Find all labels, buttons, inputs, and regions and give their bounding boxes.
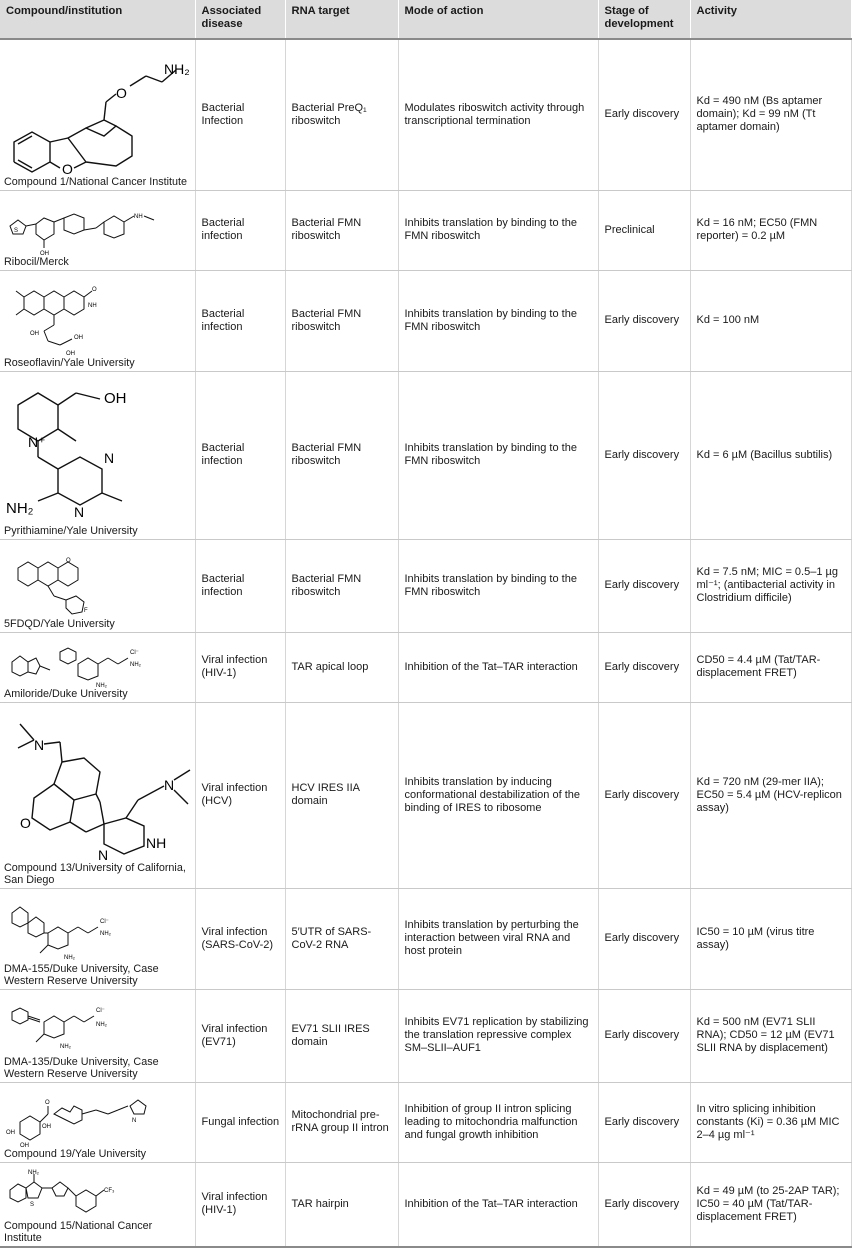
- structure-dma-155: [4, 903, 164, 963]
- hydroxyl-label: OH: [30, 330, 39, 337]
- mode-cell: Inhibition of the Tat–TAR interaction: [398, 632, 598, 702]
- amine-label: NH₂: [130, 661, 141, 668]
- activity-cell: Kd = 500 nM (EV71 SLII RNA); CD50 = 12 µM (EV71 SLII RNA by displacement): [690, 989, 851, 1082]
- table-row: [0, 888, 851, 989]
- compound-cell: [0, 888, 195, 989]
- oxygen-atom-label: O: [62, 160, 73, 176]
- structure-compound-15: [4, 1166, 164, 1220]
- header-activity: Activity: [690, 0, 851, 39]
- structure-ribocil: [4, 206, 174, 256]
- structure-5fdqd: [4, 554, 124, 618]
- table-row: [0, 632, 851, 702]
- nitrogen-atom-label: N: [34, 736, 45, 753]
- stage-cell: Early discovery: [598, 1082, 690, 1162]
- hydroxyl-label: OH: [42, 1123, 51, 1130]
- mode-cell: Inhibits EV71 replication by stabilizing the translation repressive complex SM–SLII–AUF1: [398, 989, 598, 1082]
- chloride-label: Cl⁻: [100, 918, 109, 925]
- disease-cell: Bacterial infection: [195, 190, 285, 270]
- compound-cell: [0, 371, 195, 539]
- hydroxyl-label: OH: [6, 1129, 15, 1136]
- target-cell: Bacterial FMN riboswitch: [285, 539, 398, 632]
- secondary-amine-label: NH: [88, 302, 97, 309]
- target-cell: Mitochondrial pre-rRNA group II intron: [285, 1082, 398, 1162]
- stage-cell: Early discovery: [598, 539, 690, 632]
- compound-name: 5FDQD/Yale University: [4, 617, 115, 630]
- compound-name: Compound 15/National Cancer Institute: [4, 1220, 153, 1244]
- target-cell: Bacterial PreQ₁ riboswitch: [285, 39, 398, 190]
- activity-cell: In vitro splicing inhibition constants (Ki) = 0.36 µM MIC 2–4 µg ml⁻¹: [690, 1082, 851, 1162]
- mode-cell: Inhibits translation by binding to the FMN riboswitch: [398, 190, 598, 270]
- hydroxyl-label: OH: [20, 1142, 29, 1148]
- compound-name: Compound 19/Yale University: [4, 1147, 147, 1160]
- compound-cell: [0, 989, 195, 1082]
- pyridinium-label: N⁺: [28, 433, 46, 450]
- oxygen-atom-label: O: [20, 814, 31, 831]
- activity-cell: Kd = 490 nM (Bs aptamer domain); Kd = 99 nM (Tt aptamer domain): [690, 39, 851, 190]
- compound-name: Amiloride/Duke University: [4, 687, 128, 700]
- activity-cell: IC50 = 10 µM (virus titre assay): [690, 888, 851, 989]
- compound-cell: [0, 39, 195, 190]
- stage-cell: Early discovery: [598, 989, 690, 1082]
- amine-label: NH₂: [64, 954, 75, 961]
- target-cell: EV71 SLII IRES domain: [285, 989, 398, 1082]
- stage-cell: Preclinical: [598, 190, 690, 270]
- compound-name: Compound 1/National Cancer Institute: [4, 175, 188, 188]
- table-row: [0, 371, 851, 539]
- compound-cell: [0, 1162, 195, 1247]
- oxygen-atom-label: O: [45, 1099, 50, 1106]
- target-cell: Bacterial FMN riboswitch: [285, 371, 398, 539]
- stage-cell: Early discovery: [598, 888, 690, 989]
- disease-cell: Bacterial Infection: [195, 39, 285, 190]
- header-row: [0, 0, 851, 39]
- amine-label: NH₂: [164, 60, 190, 77]
- sulfur-atom-label: S: [14, 227, 19, 234]
- stage-cell: Early discovery: [598, 371, 690, 539]
- hydroxyl-label: OH: [104, 389, 127, 407]
- amine-label: NH₂: [28, 1170, 39, 1176]
- structure-compound-1: [4, 56, 192, 176]
- mode-cell: Inhibition of the Tat–TAR interaction: [398, 1162, 598, 1247]
- compound-cell: [0, 539, 195, 632]
- activity-cell: Kd = 720 nM (29-mer IIA); EC50 = 5.4 µM (HCV-replicon assay): [690, 702, 851, 888]
- nitrogen-atom-label: N: [104, 449, 115, 466]
- header-target: RNA target: [285, 0, 398, 39]
- table-row: [0, 270, 851, 371]
- stage-cell: Early discovery: [598, 1162, 690, 1247]
- disease-cell: Viral infection (HCV): [195, 702, 285, 888]
- amine-label: NH₂: [96, 1021, 107, 1028]
- stage-cell: Early discovery: [598, 702, 690, 888]
- secondary-amine-label: NH: [134, 213, 143, 220]
- disease-cell: Viral infection (HIV-1): [195, 1162, 285, 1247]
- target-cell: Bacterial FMN riboswitch: [285, 270, 398, 371]
- chloride-label: Cl⁻: [96, 1007, 105, 1014]
- hydroxyl-label: OH: [40, 250, 49, 256]
- oxygen-atom-label: O: [92, 286, 97, 293]
- compound-name: Compound 13/University of California, San Diego: [4, 861, 186, 886]
- disease-cell: Fungal infection: [195, 1082, 285, 1162]
- header-mode: Mode of action: [398, 0, 598, 39]
- structure-dma-135: [4, 1004, 164, 1056]
- trifluoromethyl-label: CF₃: [104, 1188, 115, 1194]
- disease-cell: Bacterial infection: [195, 539, 285, 632]
- hydroxyl-label: OH: [74, 334, 83, 341]
- target-cell: 5′UTR of SARS-CoV-2 RNA: [285, 888, 398, 989]
- compound-name: DMA-135/Duke University, Case Western Reserve University: [4, 1055, 159, 1080]
- mode-cell: Inhibition of group II intron splicing leading to mitochondria malfunction and fungal growth inhibition: [398, 1082, 598, 1162]
- structure-compound-13: [4, 714, 194, 862]
- target-cell: TAR apical loop: [285, 632, 398, 702]
- header-stage: Stage of development: [598, 0, 690, 39]
- target-cell: TAR hairpin: [285, 1162, 398, 1247]
- table-row: [0, 989, 851, 1082]
- header-compound: Compound/institution: [0, 0, 195, 39]
- mode-cell: Inhibits translation by binding to the FMN riboswitch: [398, 539, 598, 632]
- activity-cell: CD50 = 4.4 µM (Tat/TAR-displacement FRET): [690, 632, 851, 702]
- amine-label: NH₂: [60, 1043, 71, 1050]
- disease-cell: Viral infection (EV71): [195, 989, 285, 1082]
- compound-name: DMA-155/Duke University, Case Western Reserve University: [4, 962, 159, 987]
- disease-cell: Bacterial infection: [195, 270, 285, 371]
- oxygen-atom-label: O: [116, 84, 127, 101]
- table-row: [0, 190, 851, 270]
- compound-name: Pyrithiamine/Yale University: [4, 524, 138, 537]
- table-row: [0, 702, 851, 888]
- compound-name: Ribocil/Merck: [4, 255, 69, 268]
- stage-cell: Early discovery: [598, 270, 690, 371]
- disease-cell: Viral infection (HIV-1): [195, 632, 285, 702]
- sulfur-atom-label: S: [30, 1202, 35, 1208]
- chloride-label: Cl⁻: [130, 649, 139, 656]
- nitrogen-atom-label: N: [132, 1117, 137, 1124]
- header-disease: Associated disease: [195, 0, 285, 39]
- nitrogen-atom-label: N: [74, 503, 85, 520]
- activity-cell: Kd = 100 nM: [690, 270, 851, 371]
- compound-cell: [0, 632, 195, 702]
- compound-cell: [0, 190, 195, 270]
- table-row: [0, 1082, 851, 1162]
- disease-cell: Viral infection (SARS-CoV-2): [195, 888, 285, 989]
- table-row: [0, 39, 851, 190]
- mode-cell: Inhibits translation by binding to the FMN riboswitch: [398, 270, 598, 371]
- mode-cell: Inhibits translation by binding to the FMN riboswitch: [398, 371, 598, 539]
- stage-cell: Early discovery: [598, 39, 690, 190]
- structure-roseoflavin: [4, 285, 154, 357]
- target-cell: HCV IRES IIA domain: [285, 702, 398, 888]
- amine-label: NH₂: [96, 682, 107, 688]
- hydroxyl-label: OH: [66, 350, 75, 357]
- mode-cell: Inhibits translation by inducing conformational destabilization of the binding of IRES to ribosome: [398, 702, 598, 888]
- nitrogen-atom-label: N: [98, 846, 109, 862]
- target-cell: Bacterial FMN riboswitch: [285, 190, 398, 270]
- table-row: [0, 539, 851, 632]
- oxygen-atom-label: O: [66, 557, 71, 564]
- stage-cell: Early discovery: [598, 632, 690, 702]
- amine-label: NH₂: [6, 499, 34, 517]
- disease-cell: Bacterial infection: [195, 371, 285, 539]
- activity-cell: Kd = 7.5 nM; MIC = 0.5–1 µg ml⁻¹; (antibacterial activity in Clostridium difficile): [690, 539, 851, 632]
- structure-compound-19: [4, 1096, 174, 1148]
- activity-cell: Kd = 6 µM (Bacillus subtilis): [690, 371, 851, 539]
- mode-cell: Modulates riboswitch activity through transcriptional termination: [398, 39, 598, 190]
- structure-amiloride: [4, 644, 164, 688]
- nitrogen-atom-label: N: [164, 776, 175, 793]
- secondary-amine-label: NH: [146, 834, 167, 851]
- compound-name: Roseoflavin/Yale University: [4, 356, 135, 369]
- compound-cell: [0, 1082, 195, 1162]
- activity-cell: Kd = 49 µM (to 25-2AP TAR); IC50 = 40 µM (Tat/TAR-displacement FRET): [690, 1162, 851, 1247]
- fluorine-label: F: [84, 607, 88, 614]
- activity-cell: Kd = 16 nM; EC50 (FMN reporter) = 0.2 µM: [690, 190, 851, 270]
- mode-cell: Inhibits translation by perturbing the interaction between viral RNA and host protein: [398, 888, 598, 989]
- amine-label: NH₂: [100, 930, 111, 937]
- table-row: [0, 1162, 851, 1247]
- structure-pyrithiamine: [4, 383, 164, 525]
- compound-cell: [0, 702, 195, 888]
- compound-cell: [0, 270, 195, 371]
